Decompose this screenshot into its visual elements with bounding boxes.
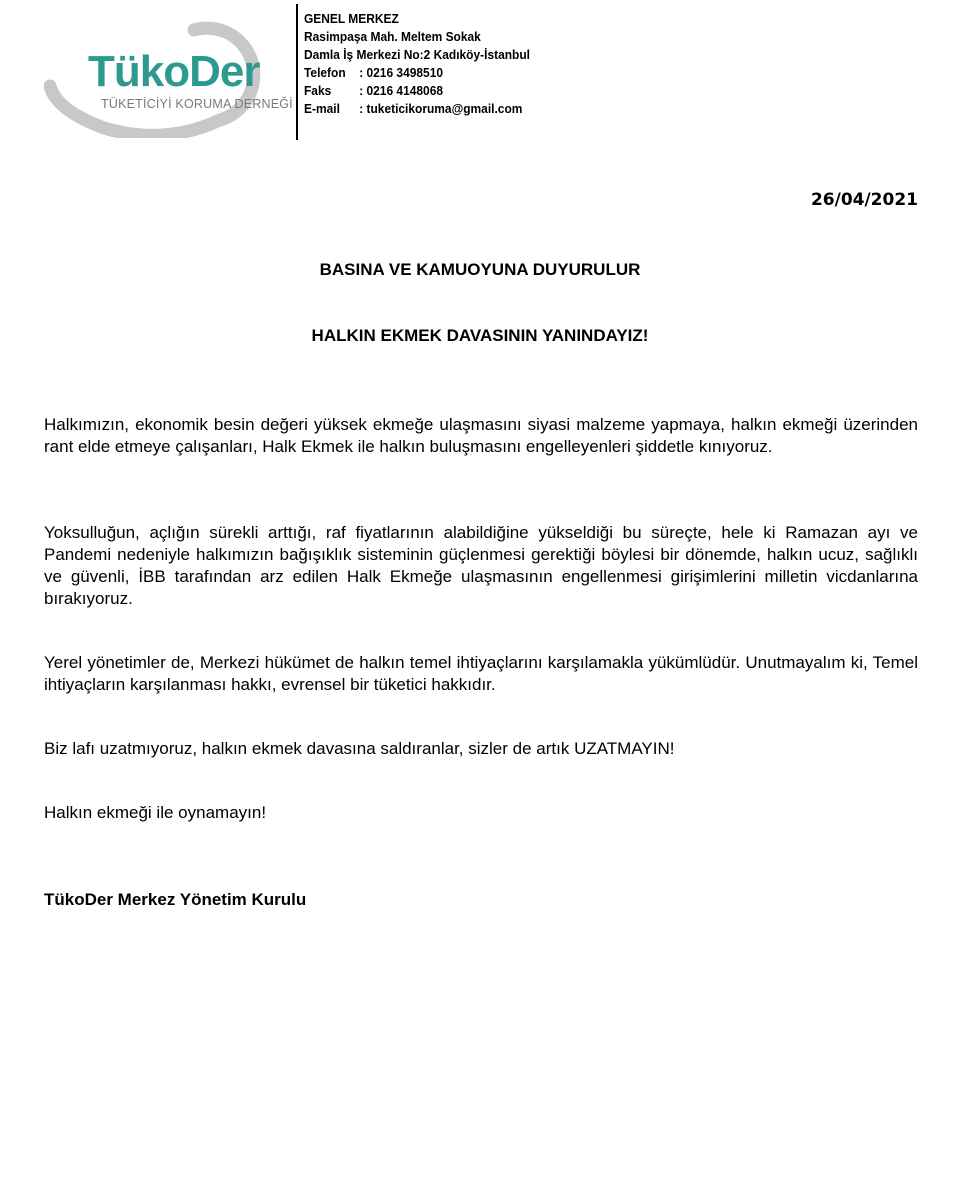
logo-name: TükoDer bbox=[88, 47, 260, 96]
fax-label: Faks bbox=[304, 83, 332, 98]
contact-block bbox=[304, 10, 530, 118]
logo-tagline: TÜKETİCİYİ KORUMA DERNEĞİ bbox=[101, 97, 293, 111]
phone-value: : 0216 3498510 bbox=[359, 65, 444, 80]
fax-row bbox=[304, 82, 530, 100]
building-address: Damla İş Merkezi No:2 Kadıköy-İstanbul bbox=[304, 47, 530, 62]
signature: TükoDer Merkez Yönetim Kurulu bbox=[44, 890, 307, 909]
document-date: 26/04/2021 bbox=[810, 190, 918, 210]
announcement-heading: BASINA VE KAMUOYUNA DUYURULUR bbox=[319, 260, 641, 279]
paragraph-1: Halkımızın, ekonomik besin değeri yüksek ekmeğe ulaşmasını siyasi malzeme yapmaya, halkın ekmeği üzerinden rant elde etmeye çalışanları, Halk Ekmek ile halkın buluşmasını engelleyenleri şiddetle kınıyoruz. bbox=[44, 415, 918, 456]
office-name: GENEL MERKEZ bbox=[304, 11, 399, 26]
fax-value: : 0216 4148068 bbox=[359, 83, 444, 98]
phone-label: Telefon bbox=[304, 65, 346, 80]
street-address: Rasimpaşa Mah. Meltem Sokak bbox=[304, 29, 481, 44]
phone-row bbox=[304, 64, 530, 82]
paragraph-5: Halkın ekmeği ile oynamayın! bbox=[44, 803, 267, 822]
tukoder-logo bbox=[44, 8, 294, 138]
letterhead-divider bbox=[296, 4, 298, 140]
announcement-title: HALKIN EKMEK DAVASININ YANINDAYIZ! bbox=[311, 326, 649, 345]
email-row bbox=[304, 100, 530, 118]
email-value: : tuketicikoruma@gmail.com bbox=[359, 101, 523, 116]
paragraph-2: Yoksulluğun, açlığın sürekli arttığı, raf fiyatlarının alabildiğine yükseldiği bu süreçte, hele ki Ramazan ayı ve Pandemi nedeniyle halkımızın bağışıklık sisteminin güçlenmesi gerektiği böylesi bir dönemde, halkın ucuz, sağlıklı ve güvenli, İBB tarafından arz edilen Halk Ekmeğe ulaşmasının engellenmesi girişimlerini milletin vicdanlarına bırakıyoruz. bbox=[44, 523, 918, 608]
paragraph-3: Yerel yönetimler de, Merkezi hükümet de halkın temel ihtiyaçlarını karşılamakla yükümlüdür. Unutmayalım ki, Temel ihtiyaçların karşılanması hakkı, evrensel bir tüketici hakkıdır. bbox=[44, 653, 918, 694]
letterhead bbox=[0, 0, 960, 150]
paragraph-4: Biz lafı uzatmıyoruz, halkın ekmek davasına saldıranlar, sizler de artık UZATMAYIN! bbox=[44, 739, 675, 758]
email-label: E-mail bbox=[304, 101, 340, 116]
